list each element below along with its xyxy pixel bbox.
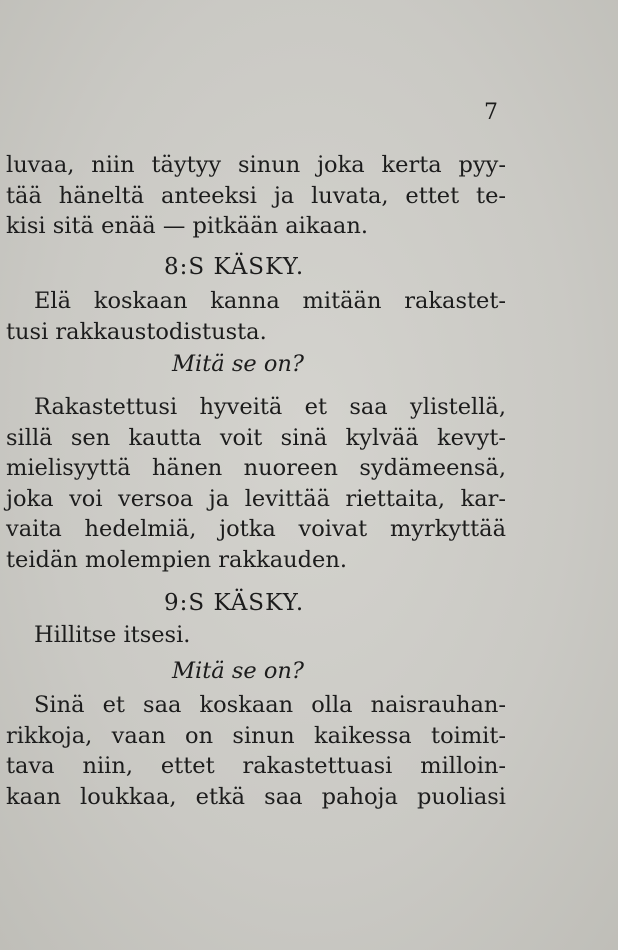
heading-command-9: 9:S KÄSKY. [164,590,305,616]
text-line: kisi sitä enää — pitkään aikaan. [6,213,368,239]
text-line: Hillitse itsesi. [34,622,191,648]
text-line: kaan loukkaa, etkä saa pahoja puoliasi [6,783,506,810]
command-9-text [6,620,506,651]
text-line: rikkoja, vaan on sinun kaikessa toimit- [6,722,506,749]
text-line: teidän molempien rakkauden. [6,546,348,573]
text-line: Elä koskaan kanna mitään rakastet- [34,288,506,314]
text-line: mielisyyttä hänen nuoreen sydämeensä, [6,455,506,481]
text-line: sillä sen kautta voit sinä kylvää kevyt- [6,424,506,451]
text-line: Rakastettusi hyveitä et saa ylistellä, [34,394,506,420]
text-line: Sinä et saa koskaan olla naisrauhan- [34,692,506,718]
page-number: 7 [484,100,498,125]
answer-8-text [6,392,506,575]
heading-command-8: 8:S KÄSKY. [164,254,305,280]
text-line: joka voi versoa ja levittää riettaita, kar- [6,485,506,512]
question-9: Mitä se on? [172,658,304,684]
text-line: tava niin, ettet rakastettuasi milloin- [6,753,506,779]
paragraph-continuation [6,150,506,242]
answer-9-text [6,690,506,812]
text-line: luvaa, niin täytyy sinun joka kerta pyy- [6,152,506,178]
text-line: tusi rakkaustodistusta. [6,318,267,345]
text-line: tää häneltä anteeksi ja luvata, ettet te- [6,182,506,209]
command-8-text [6,286,506,347]
text-line: vaita hedelmiä, jotka voivat myrkyttää [6,516,506,542]
question-8: Mitä se on? [172,351,304,377]
